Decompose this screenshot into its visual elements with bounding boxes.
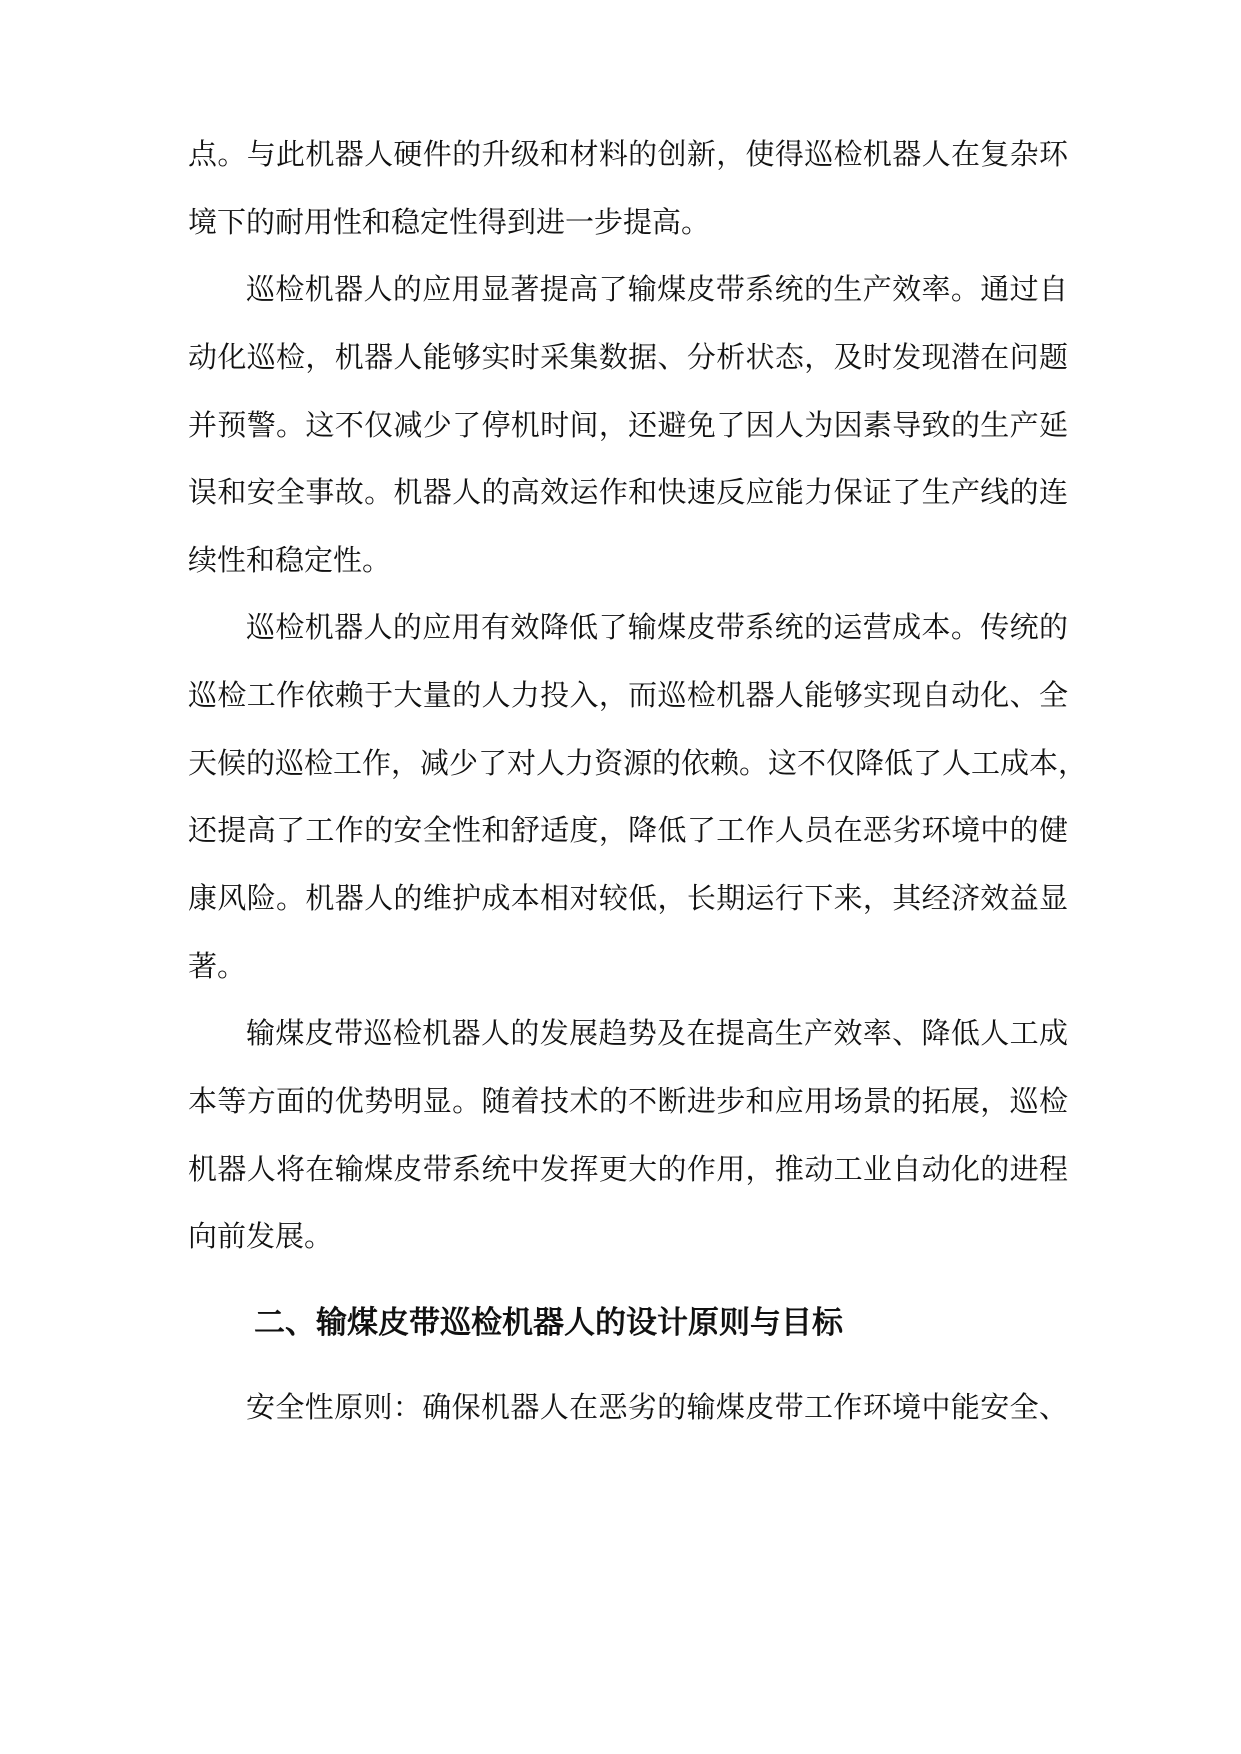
paragraph-3-line-5: 康风险。机器人的维护成本相对较低，长期运行下来，其经济效益显 [188,881,1068,915]
paragraph-3-line-6: 著。 [188,949,247,983]
paragraph-4-line-4: 向前发展。 [188,1219,334,1253]
paragraph-2-line-1: 巡检机器人的应用显著提高了输煤皮带系统的生产效率。通过自 [246,272,1068,306]
paragraph-2-line-5: 续性和稳定性。 [188,543,392,577]
paragraph-1-line-2: 境下的耐用性和稳定性得到进一步提高。 [188,205,711,239]
paragraph-2-line-4: 误和安全事故。机器人的高效运作和快速反应能力保证了生产线的连 [188,475,1068,509]
paragraph-1-line-1: 点。与此机器人硬件的升级和材料的创新，使得巡检机器人在复杂环 [188,137,1068,171]
paragraph-3-line-3: 天候的巡检工作，减少了对人力资源的依赖。这不仅降低了人工成本， [188,746,1088,780]
paragraph-3-line-2: 巡检工作依赖于大量的人力投入，而巡检机器人能够实现自动化、全 [188,678,1068,712]
paragraph-4-line-3: 机器人将在输煤皮带系统中发挥更大的作用，推动工业自动化的进程 [188,1152,1068,1186]
paragraph-5-line-1: 安全性原则：确保机器人在恶劣的输煤皮带工作环境中能安全、 [246,1390,1068,1424]
paragraph-3-line-4: 还提高了工作的安全性和舒适度，降低了工作人员在恶劣环境中的健 [188,813,1068,847]
paragraph-4-line-2: 本等方面的优势明显。随着技术的不断进步和应用场景的拓展，巡检 [188,1084,1068,1118]
paragraph-4-line-1: 输煤皮带巡检机器人的发展趋势及在提高生产效率、降低人工成 [246,1016,1068,1050]
section-heading: 二、输煤皮带巡检机器人的设计原则与目标 [254,1305,843,1341]
paragraph-2-line-3: 并预警。这不仅减少了停机时间，还避免了因人为因素导致的生产延 [188,408,1068,442]
paragraph-3-line-1: 巡检机器人的应用有效降低了输煤皮带系统的运营成本。传统的 [246,610,1068,644]
paragraph-2-line-2: 动化巡检，机器人能够实时采集数据、分析状态，及时发现潜在问题 [188,340,1068,374]
